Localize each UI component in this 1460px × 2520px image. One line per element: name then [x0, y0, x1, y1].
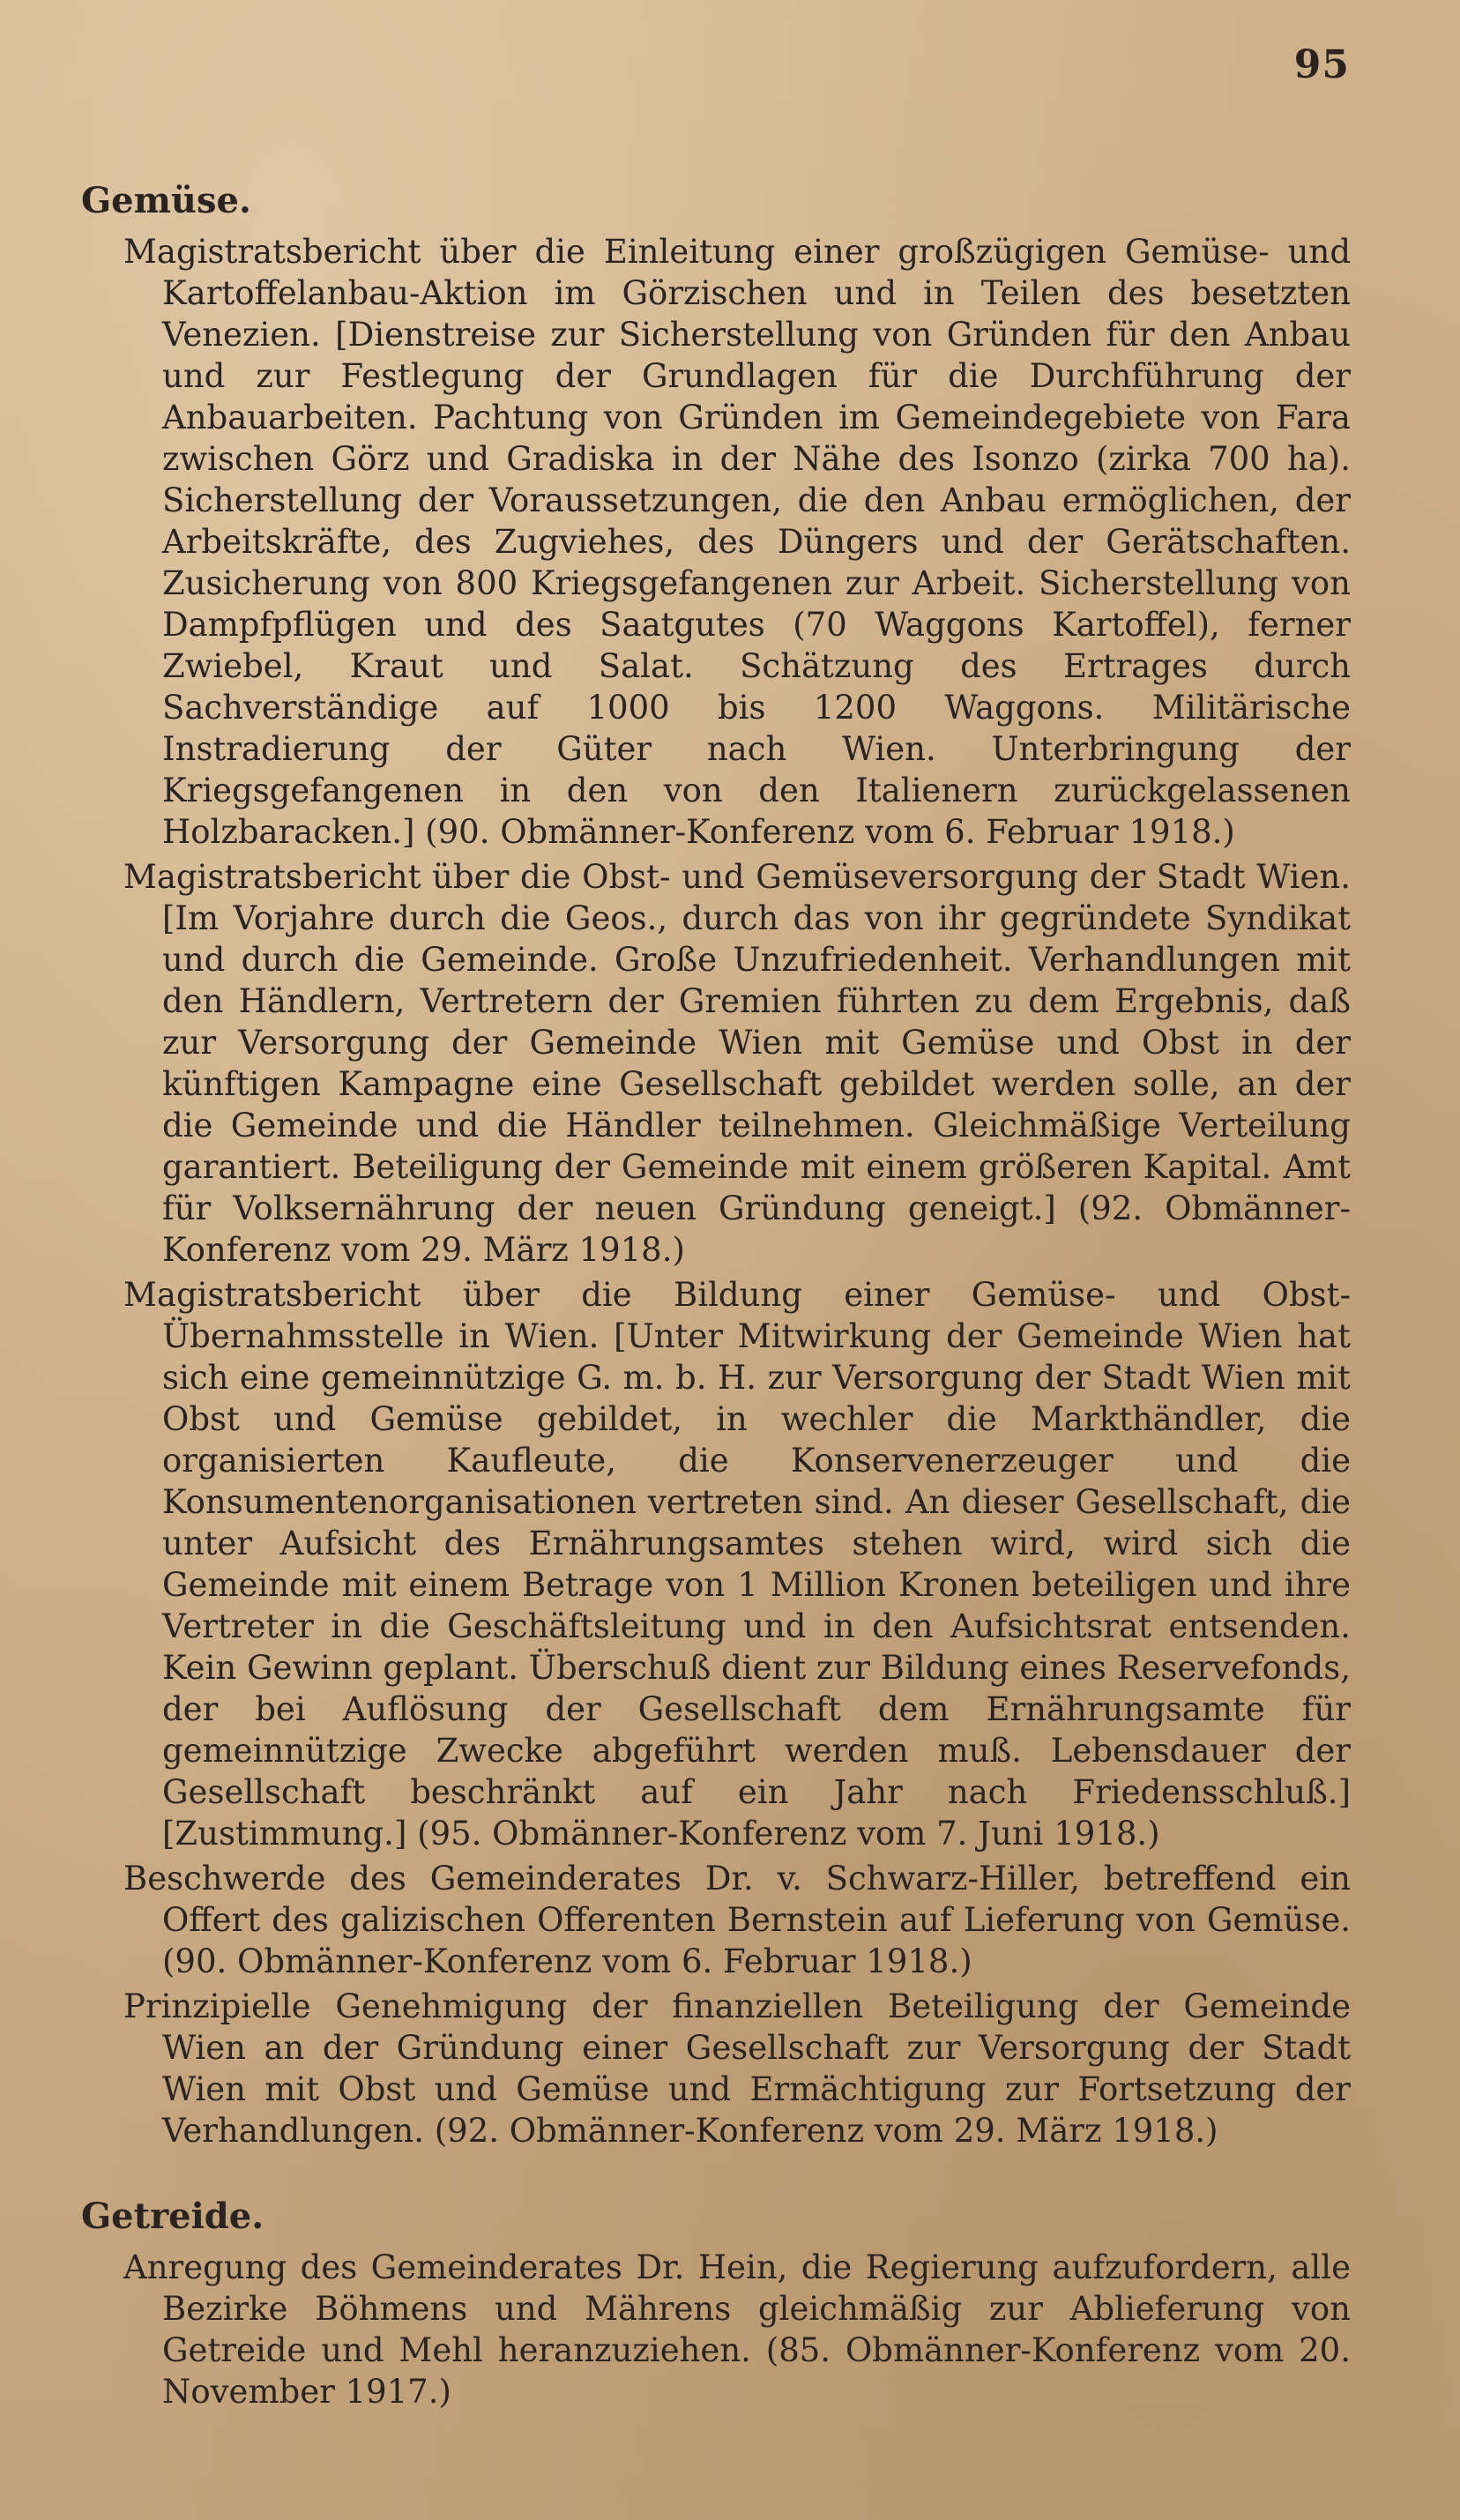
entry: Magistratsbericht über die Bildung einer Gemüse- und Obst-Übernahmsstelle in Wien. [Unter Mitwirkung der Gemeinde Wien hat sich eine gemeinnützige G. m. b. H. zur Versorgung der Stadt Wien mit Obst und Gemüse gebildet, in wechler die Markthändler, die organisierten Kaufleute, die Konservenerzeuger und die Konsumentenorganisationen vertreten sind. An dieser Gesellschaft, die unter Aufsicht des Ernährungsamtes stehen wird, wird sich die Gemeinde mit einem Betrage von 1 Million Kronen beteiligen und ihre Vertreter in die Geschäftsleitung und in den Aufsichtsrat entsenden. Kein Gewinn geplant. Überschuß dient zur Bildung eines Reservefonds, der bei Auflösung der Gesellschaft dem Ernährungsamte für gemeinnützige Zwecke abgeführt werden muß. Lebensdauer der Gesellschaft beschränkt auf ein Jahr nach Friedensschluß.] [Zustimmung.] (95. Obmänner-Konferenz vom 7. Juni 1918.): [123, 1276, 1351, 1853]
entry: Magistratsbericht über die Einleitung einer großzügigen Gemüse- und Kartoffelanbau-Aktion im Görzischen und in Teilen des besetzten Venezien. [Dienstreise zur Sicherstellung von Gründen für den Anbau und zur Festlegung der Grundlagen für die Durchführung der Anbauarbeiten. Pachtung von Gründen im Gemeindegebiete von Fara zwischen Görz und Gradiska in der Nähe des Isonzo (zirka 700 ha). Sicherstellung der Voraussetzungen, die den Anbau ermöglichen, der Arbeitskräfte, des Zugviehes, des Düngers und der Gerätschaften. Zusicherung von 800 Kriegsgefangenen zur Arbeit. Sicherstellung von Dampfpflügen und des Saatgutes (70 Waggons Kartoffel), ferner Zwiebel, Kraut und Salat. Schätzung des Ertrages durch Sachverständige auf 1000 bis 1200 Waggons. Militärische Instradierung der Güter nach Wien. Unterbringung der Kriegsgefangenen in den von den Italienern zurückgelassenen Holzbaracken.] (90. Obmänner-Konferenz vom 6. Februar 1918.): [123, 233, 1351, 851]
section-getreide: [81, 2192, 1351, 2412]
section-gemuese: [81, 176, 1351, 2151]
page-content: [81, 176, 1351, 2416]
entry: Anregung des Gemeinderates Dr. Hein, die Regierung aufzufordern, alle Bezirke Böhmens und Mährens gleichmäßig zur Ablieferung von Getreide und Mehl heranzuziehen. (85. Obmänner-Konferenz vom 20. November 1917.): [123, 2248, 1351, 2411]
section-heading: Getreide.: [81, 2196, 264, 2237]
section-heading: Gemüse.: [81, 180, 251, 221]
entry: Prinzipielle Genehmigung der finanziellen Beteiligung der Gemeinde Wien an der Gründung einer Gesellschaft zur Versorgung der Stadt Wien mit Obst und Gemüse und Ermächtigung zur Fortsetzung der Verhandlungen. (92. Obmänner-Konferenz vom 29. März 1918.): [123, 1987, 1351, 2150]
entry: Magistratsbericht über die Obst- und Gemüseversorgung der Stadt Wien. [Im Vorjahre durch die Geos., durch das von ihr gegründete Syndikat und durch die Gemeinde. Große Unzufriedenheit. Verhandlungen mit den Händlern, Vertretern der Gremien führten zu dem Ergebnis, daß zur Versorgung der Gemeinde Wien mit Gemüse und Obst in der künftigen Kampagne eine Gesellschaft gebildet werden solle, an der die Gemeinde und die Händler teilnehmen. Gleichmäßige Verteilung garantiert. Beteiligung der Gemeinde mit einem größeren Kapital. Amt für Volksernährung der neuen Gründung geneigt.] (92. Obmänner-Konferenz vom 29. März 1918.): [123, 858, 1351, 1269]
entry: Beschwerde des Gemeinderates Dr. v. Schwarz-Hiller, betreffend ein Offert des galizischen Offerenten Bernstein auf Lieferung von Gemüse. (90. Obmänner-Konferenz vom 6. Februar 1918.): [123, 1860, 1351, 1980]
page-number: 95: [1293, 42, 1350, 87]
